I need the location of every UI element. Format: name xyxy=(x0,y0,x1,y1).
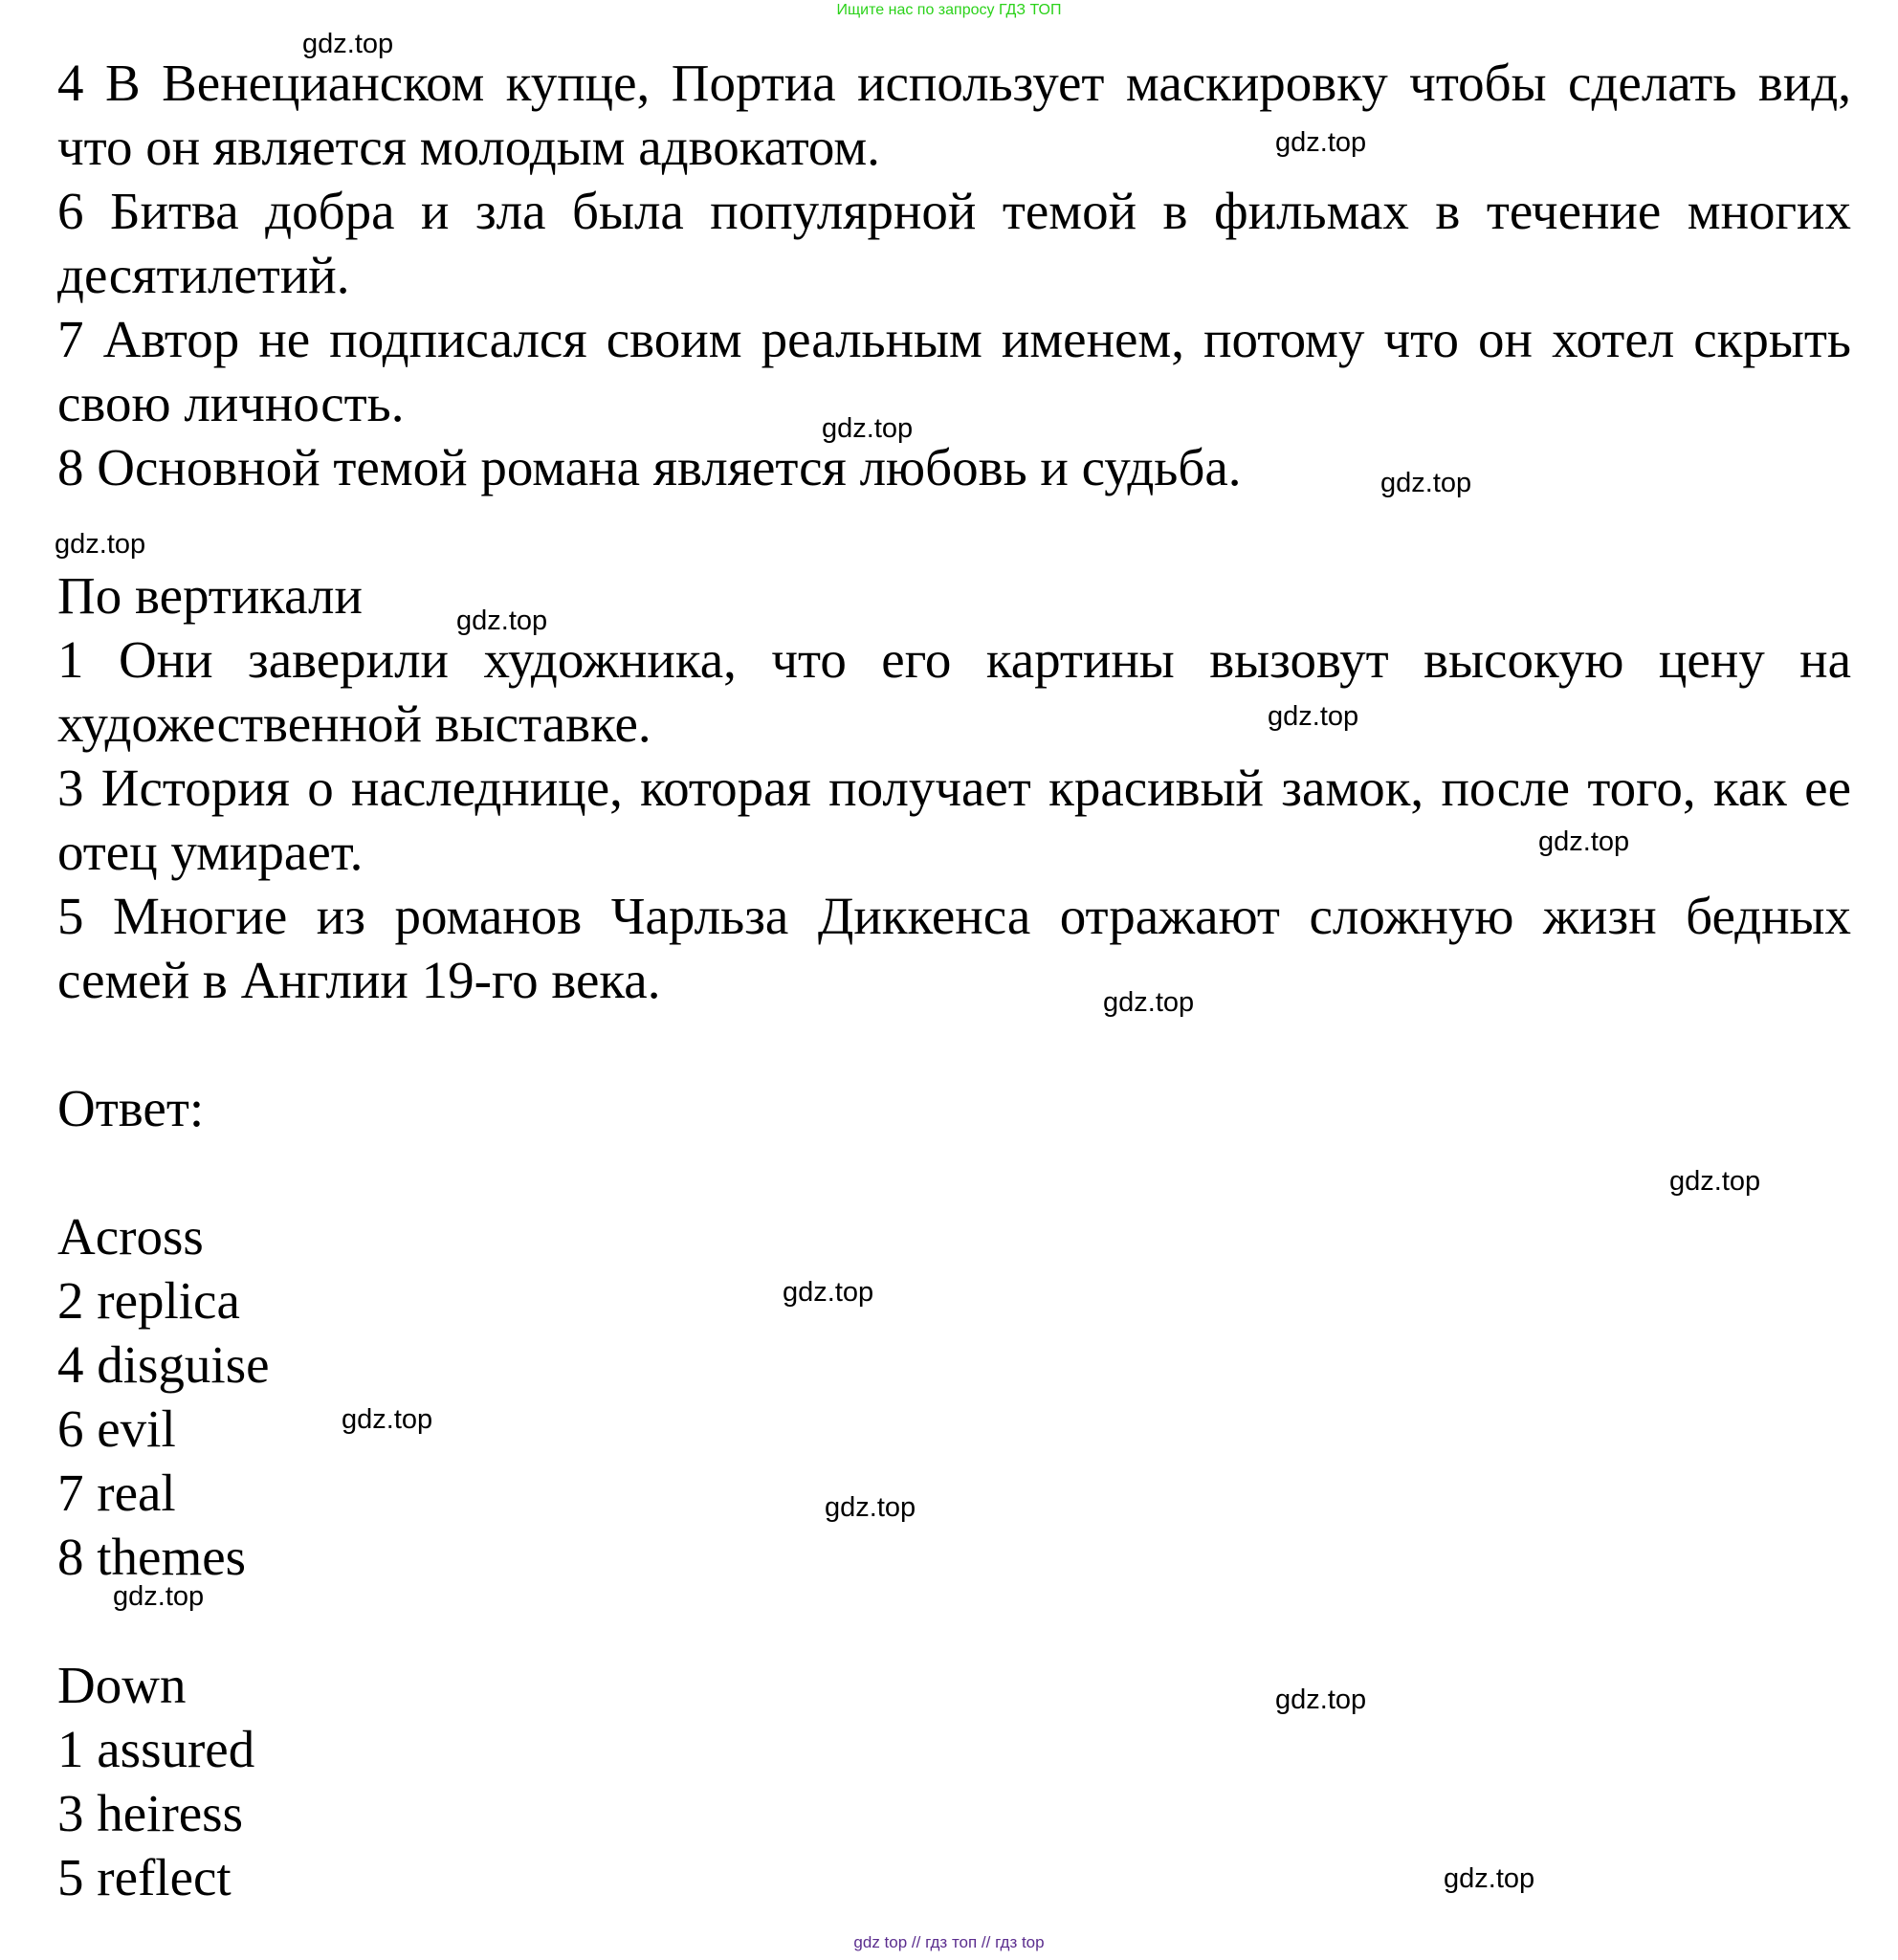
down-clue-1: 1 Они заверили художника, что его картины вызовут высокую цену на художественной выставке. xyxy=(57,630,1851,753)
answer-down-item: 5 reflect xyxy=(57,1848,232,1906)
watermark: gdz.top xyxy=(1275,127,1367,158)
down-clue-3: 3 История о наследнице, которая получает красивый замок, после того, как ее отец умирает. xyxy=(57,759,1851,881)
across-clue-6: 6 Битва добра и зла была популярной темой в фильмах в течение многих десятилетий. xyxy=(57,182,1851,304)
answer-across-item: 6 evil xyxy=(57,1399,176,1458)
watermark: gdz.top xyxy=(113,1581,205,1612)
watermark: gdz.top xyxy=(1268,701,1359,732)
answer-down-item: 1 assured xyxy=(57,1720,255,1778)
watermark: gdz.top xyxy=(456,606,548,636)
watermark: gdz.top xyxy=(1103,987,1195,1018)
across-clue-7: 7 Автор не подписался своим реальным именем, потому что он хотел скрыть свою личность. xyxy=(57,310,1851,432)
answers-across-heading: Across xyxy=(57,1207,204,1266)
across-clue-8: 8 Основной темой романа является любовь и судьба. xyxy=(57,438,1242,496)
watermark: gdz.top xyxy=(342,1404,433,1435)
watermark: gdz.top xyxy=(1380,468,1472,498)
document-body xyxy=(57,51,1851,1909)
top-banner[interactable]: Ищите нас по запросу ГДЗ ТОП xyxy=(836,2,1062,18)
answer-across-item: 2 replica xyxy=(57,1271,240,1330)
across-clue-4: 4 В Венецианском купце, Портиа использует маскировку чтобы сделать вид, что он является молодым адвокатом. xyxy=(57,54,1851,176)
watermark: gdz.top xyxy=(1444,1863,1535,1894)
down-heading: По вертикали xyxy=(57,566,363,625)
spacer xyxy=(57,499,1851,563)
answers-down-heading: Down xyxy=(57,1656,187,1714)
watermark: gdz.top xyxy=(55,529,146,560)
watermark: gdz.top xyxy=(1538,826,1630,857)
down-clue-5: 5 Многие из романов Чарльза Диккенса отражают сложную жизн бедных семей в Англии 19-го века. xyxy=(57,887,1851,1009)
footer-links[interactable]: gdz top // гдз топ // гдз top xyxy=(853,1933,1045,1951)
watermark: gdz.top xyxy=(822,413,914,444)
watermark: gdz.top xyxy=(783,1277,874,1308)
answer-down-item: 3 heiress xyxy=(57,1784,243,1842)
watermark: gdz.top xyxy=(1275,1685,1367,1715)
watermark: gdz.top xyxy=(302,29,394,59)
spacer xyxy=(57,1012,1851,1076)
answer-across-item: 8 themes xyxy=(57,1528,247,1586)
spacer xyxy=(57,1140,1851,1204)
answer-label: Ответ: xyxy=(57,1079,205,1137)
answer-across-item: 7 real xyxy=(57,1464,176,1522)
spacer xyxy=(57,1589,1851,1653)
watermark: gdz.top xyxy=(825,1492,916,1523)
answer-across-item: 4 disguise xyxy=(57,1335,270,1394)
watermark: gdz.top xyxy=(1669,1166,1761,1197)
